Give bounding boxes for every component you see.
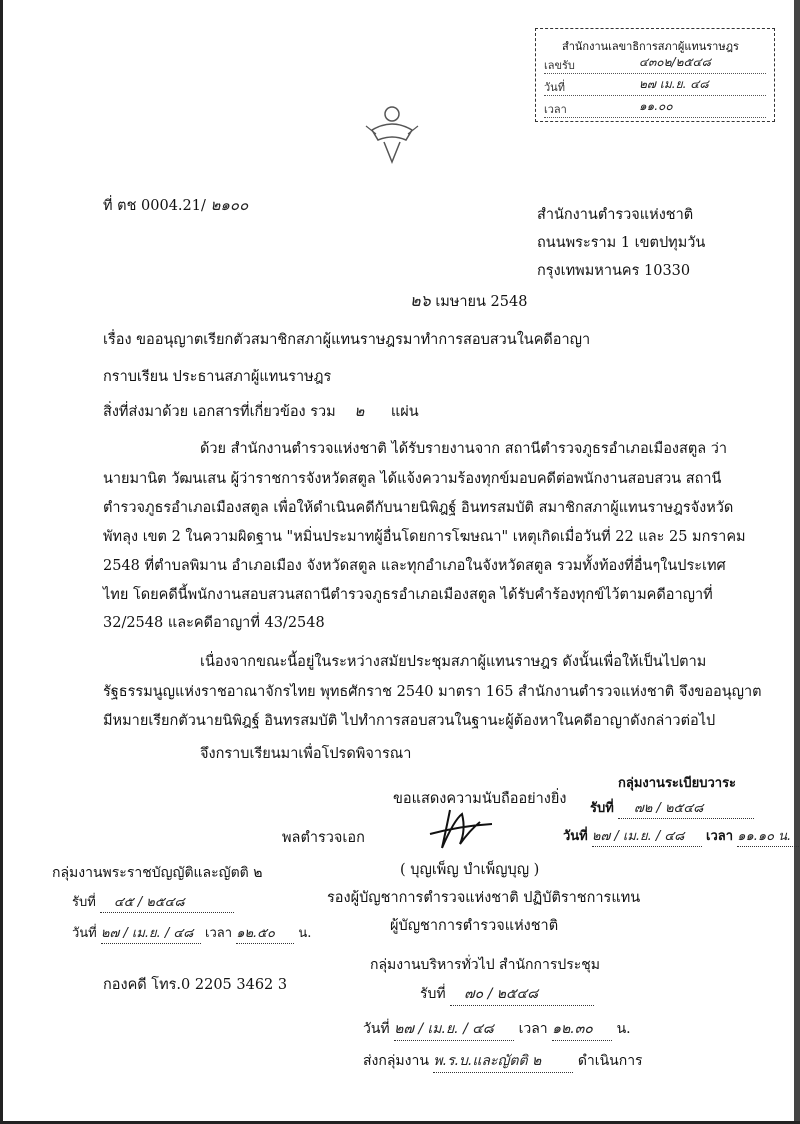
para1-line: ไทย โดยคดีนี้พนักงานสอบสวนสถานีตำรวจภูธรอำเภอเมืองสตูล ได้รับคำร้องทุกข์ไว้ตามคดีอาญาที่ xyxy=(103,587,713,603)
stamp-left-title: กลุ่มงานพระราชบัญญัติและญัตติ ๒ xyxy=(52,865,263,881)
stamp-bottom-time-value: ๑๒.๓๐ xyxy=(552,1018,612,1041)
stamp-left-recv-label: รับที่ xyxy=(72,895,96,910)
closing-request: จึงกราบเรียนมาเพื่อโปรดพิจารณา xyxy=(200,746,412,762)
stamp-right-recv-label: รับที่ xyxy=(590,801,614,816)
para2-line: เนื่องจากขณะนี้อยู่ในระหว่างสมัยประชุมสภาผู้แทนราษฎร ดังนั้นเพื่อให้เป็นไปตาม xyxy=(200,654,707,670)
stamp-left-recv-value: ๔๕ / ๒๕๔๘ xyxy=(100,891,234,913)
stamp-bottom-action: ดำเนินการ xyxy=(577,1053,643,1069)
stamp-left-time-value: ๑๒.๕๐ xyxy=(236,922,294,944)
stamp-bottom-recv xyxy=(420,983,594,1006)
para1-line: 2548 ที่ตำบลพิมาน อำเภอเมือง จังหวัดสตูล และทุกอำเภอในจังหวัดสตูล รวมทั้งท้องที่อื่นๆในประเทศ xyxy=(103,558,726,574)
signer-name: ( บุญเพ็ญ บำเพ็ญบุญ ) xyxy=(400,862,540,878)
scan-left-edge xyxy=(0,0,3,1124)
stamp-bottom-send-label: ส่งกลุ่มงาน xyxy=(363,1053,429,1069)
stamp-top-label: วันที่ xyxy=(544,81,565,94)
signature-icon xyxy=(420,800,500,856)
para2-line: มีหมายเรียกตัวนายนิพิฎฐ์ อินทรสมบัติ ไปทำการสอบสวนในฐานะผู้ต้องหาในคดีอาญาดังกล่าวต่อไป xyxy=(103,713,716,729)
letter-date xyxy=(410,289,527,314)
stamp-bottom-send-value: พ.ร.บ.และญัตติ ๒ xyxy=(433,1050,573,1073)
stamp-bottom-date-value: ๒๗ / เม.ย. / ๔๘ xyxy=(394,1018,514,1041)
stamp-left-date xyxy=(72,922,311,944)
para1-line: พัทลุง เขต 2 ในความผิดฐาน "หมิ่นประมาทผู้อื่นโดยการโฆษณา" เหตุเกิดเมื่อวันที่ 22 และ 25 มกราคม xyxy=(103,529,746,545)
stamp-bottom-time-label: เวลา xyxy=(518,1021,548,1037)
stamp-top-label: เลขรับ xyxy=(544,59,575,72)
scan-right-edge xyxy=(794,0,800,1124)
stamp-left-date-value: ๒๗ / เม.ย. / ๔๘ xyxy=(101,922,201,944)
stamp-right-date-value: ๒๗ / เม.ย. / ๔๘ xyxy=(592,825,702,847)
para1-line: ด้วย สำนักงานตำรวจแห่งชาติ ได้รับรายงานจาก สถานีตำรวจภูธรอำเภอเมืองสตูล ว่า xyxy=(200,441,728,457)
para1-line: นายมานิต วัฒนเสน ผู้ว่าราชการจังหวัดสตูล ได้แจ้งความร้องทุกข์มอบคดีต่อพนักงานสอบสวน สถานี xyxy=(103,471,722,487)
stamp-top-title: สำนักงานเลขาธิการสภาผู้แทนราษฎร xyxy=(562,40,739,53)
reference-number-label: ที่ ตช 0004.21/ xyxy=(103,198,206,214)
stamp-right-date xyxy=(563,825,800,847)
sender-org: สำนักงานตำรวจแห่งชาติ xyxy=(537,207,694,223)
salutation: กราบเรียน ประธานสภาผู้แทนราษฎร xyxy=(103,369,332,385)
stamp-right-date-label: วันที่ xyxy=(563,829,588,844)
stamp-right-title: กลุ่มงานระเบียบวาระ xyxy=(618,776,737,791)
stamp-bottom-title: กลุ่มงานบริหารทั่วไป สำนักการประชุม xyxy=(370,957,601,973)
letter-date-month: เมษายน 2548 xyxy=(435,294,528,310)
enclosure xyxy=(103,399,419,423)
stamp-bottom-recv-value: ๗๐ / ๒๕๔๘ xyxy=(450,983,594,1006)
garuda-emblem-icon xyxy=(362,100,422,166)
stamp-right-recv-value: ๗๒ / ๒๕๔๘ xyxy=(618,797,754,819)
signer-title-2: ผู้บัญชาการตำรวจแห่งชาติ xyxy=(390,918,559,934)
enclosure-unit: แผ่น xyxy=(390,404,419,420)
closing-phrase: ขอแสดงความนับถืออย่างยิ่ง xyxy=(393,791,567,807)
stamp-left-time-label: เวลา xyxy=(205,926,233,941)
stamp-top-label: เวลา xyxy=(544,103,567,116)
stamp-right-time-value: ๑๑.๑๐ น. xyxy=(737,825,800,847)
enclosure-label: สิ่งที่ส่งมาด้วย เอกสารที่เกี่ยวข้อง รวม xyxy=(103,404,336,420)
stamp-top-value: ๒๗ เม.ย. ๔๘ xyxy=(639,77,709,91)
stamp-bottom-send xyxy=(363,1050,643,1073)
signer-title-1: รองผู้บัญชาการตำรวจแห่งชาติ ปฏิบัติราชการแทน xyxy=(327,890,641,906)
stamp-top-value: ๔๓๐๒/๒๕๔๘ xyxy=(639,55,711,69)
stamp-top-row xyxy=(544,99,766,118)
stamp-right-recv xyxy=(590,797,754,819)
stamp-bottom-date-label: วันที่ xyxy=(363,1021,390,1037)
stamp-left-date-label: วันที่ xyxy=(72,926,97,941)
reference-number xyxy=(103,193,248,217)
para1-line: ตำรวจภูธรอำเภอเมืองสตูล เพื่อให้ดำเนินคดีกับนายนิพิฎฐ์ อินทรสมบัติ สมาชิกสภาผู้แทนราษฎรจังหวัด xyxy=(103,500,734,516)
sender-address: ถนนพระราม 1 เขตปทุมวัน xyxy=(537,235,706,251)
stamp-right-time-label: เวลา xyxy=(706,829,734,844)
signer-rank: พลตำรวจเอก xyxy=(282,830,365,846)
subject: เรื่อง ขออนุญาตเรียกตัวสมาชิกสภาผู้แทนราษฎรมาทำการสอบสวนในคดีอาญา xyxy=(103,332,591,348)
stamp-bottom-recv-label: รับที่ xyxy=(420,986,446,1002)
receiving-stamp-top xyxy=(535,28,775,122)
sender-city: กรุงเทพมหานคร 10330 xyxy=(537,263,691,279)
stamp-left-unit: น. xyxy=(298,926,312,941)
enclosure-count: ๒ xyxy=(354,402,365,420)
letter-date-day: ๒๖ xyxy=(410,291,431,310)
stamp-top-row xyxy=(544,55,766,74)
stamp-bottom-date xyxy=(363,1018,631,1041)
stamp-left-recv xyxy=(72,891,234,913)
para2-line: รัฐธรรมนูญแห่งราชอาณาจักรไทย พุทธศักราช 2540 มาตรา 165 สำนักงานตำรวจแห่งชาติ จึงขออนุญาต xyxy=(103,684,762,700)
contact-info: กองคดี โทร.0 2205 3462 3 xyxy=(103,977,288,993)
stamp-top-value: ๑๑.๐๐ xyxy=(639,99,673,113)
reference-number-hand: ๒๑๐๐ xyxy=(210,196,249,214)
stamp-top-row xyxy=(544,77,766,96)
para1-line: 32/2548 และคดีอาญาที่ 43/2548 xyxy=(103,615,325,631)
stamp-bottom-unit: น. xyxy=(616,1021,631,1037)
